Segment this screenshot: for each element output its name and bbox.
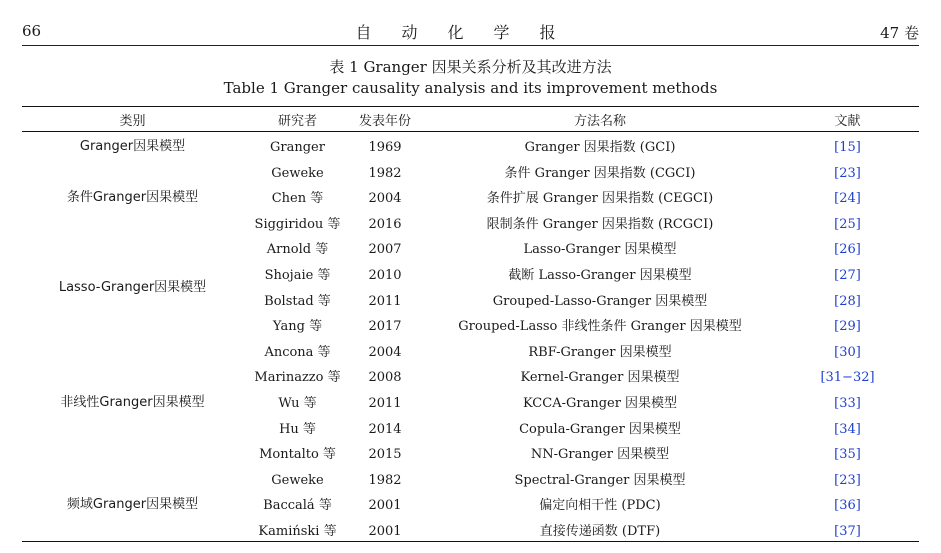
year-cell: 2011 (368, 293, 402, 309)
year-cell: 1982 (368, 472, 402, 488)
reference-link[interactable]: [25] (834, 216, 861, 232)
table-row (0, 340, 941, 366)
year-cell: 2001 (368, 523, 402, 539)
table-row (0, 391, 941, 417)
method-cell: Granger 因果指数 (GCI) (524, 140, 676, 155)
year-cell: 2004 (368, 191, 402, 207)
table-row (0, 263, 941, 289)
journal-title: 自动化学报 (355, 23, 586, 42)
researcher-cell: Ancona 等 (264, 344, 331, 360)
page-number: 66 (22, 22, 42, 40)
year-cell: 2011 (368, 395, 402, 411)
category-label: 条件Granger因果模型 (66, 190, 199, 205)
table-row (0, 289, 941, 315)
researcher-cell: Chen 等 (271, 191, 324, 207)
table-top-rule (22, 106, 919, 107)
table-row (0, 135, 941, 161)
table-row (0, 468, 941, 494)
reference-link[interactable]: [36] (834, 498, 861, 514)
year-cell: 1969 (368, 140, 402, 155)
page-header (0, 0, 941, 40)
researcher-cell: Shojaie 等 (264, 267, 331, 283)
category-label: Granger因果模型 (79, 139, 186, 154)
year-cell: 2016 (368, 216, 402, 232)
reference-link[interactable]: [28] (834, 293, 861, 309)
method-cell: Grouped-Lasso 非线性条件 Granger 因果模型 (458, 319, 742, 335)
year-cell: 2014 (368, 421, 402, 437)
method-cell: Lasso-Granger 因果模型 (523, 242, 677, 258)
reference-link[interactable]: [31−32] (820, 370, 875, 386)
table-row (0, 365, 941, 391)
year-cell: 2017 (368, 319, 402, 335)
category-label: 频域Granger因果模型 (66, 497, 199, 512)
column-header-researcher: 研究者 (277, 114, 317, 129)
researcher-cell: Marinazzo 等 (254, 370, 341, 386)
researcher-cell: Kamiński 等 (258, 523, 337, 539)
reference-link[interactable]: [15] (834, 140, 861, 155)
table-row (0, 493, 941, 519)
table-row (0, 417, 941, 443)
reference-link[interactable]: [29] (834, 319, 861, 335)
reference-link[interactable]: [30] (834, 344, 861, 360)
volume-label: 47 卷 (880, 24, 919, 42)
table-header (0, 110, 941, 130)
table-caption-en: Table 1 Granger causality analysis and its improvement methods (223, 79, 718, 97)
year-cell: 2007 (368, 242, 402, 258)
table-header-rule (22, 131, 919, 132)
table-row (0, 314, 941, 340)
year-cell: 2008 (368, 370, 402, 386)
table-caption-cn: 表 1 Granger 因果关系分析及其改进方法 (329, 58, 612, 76)
method-cell: Copula-Granger 因果模型 (519, 421, 681, 437)
table-row (0, 186, 941, 212)
reference-link[interactable]: [37] (834, 523, 861, 539)
reference-link[interactable]: [26] (834, 242, 861, 258)
method-cell: NN-Granger 因果模型 (530, 447, 670, 463)
researcher-cell: Bolstad 等 (264, 293, 331, 309)
method-cell: 条件扩展 Granger 因果指数 (CEGCI) (486, 191, 714, 207)
method-cell: 限制条件 Granger 因果指数 (RCGCI) (486, 216, 714, 232)
category-label: 非线性Granger因果模型 (60, 395, 205, 410)
table-row (0, 161, 941, 187)
method-cell: Kernel-Granger 因果模型 (520, 370, 680, 386)
researcher-cell: Hu 等 (279, 421, 316, 437)
method-cell: 条件 Granger 因果指数 (CGCI) (504, 165, 696, 181)
researcher-cell: Geweke (271, 472, 324, 488)
column-header-method: 方法名称 (573, 114, 626, 129)
reference-link[interactable]: [33] (834, 395, 861, 411)
table-row (0, 442, 941, 468)
researcher-cell: Wu 等 (278, 395, 317, 411)
column-header-year: 发表年份 (358, 114, 411, 129)
researcher-cell: Montalto 等 (259, 447, 336, 463)
method-cell: Spectral-Granger 因果模型 (514, 472, 686, 488)
column-header-reference: 文献 (834, 114, 861, 129)
table-body (0, 135, 941, 545)
method-cell: 偏定向相干性 (PDC) (539, 498, 661, 514)
method-cell: Grouped-Lasso-Granger 因果模型 (492, 293, 708, 309)
header-rule (22, 45, 919, 46)
reference-link[interactable]: [27] (834, 267, 861, 283)
researcher-cell: Siggiridou 等 (254, 216, 341, 232)
researcher-cell: Baccalá 等 (263, 498, 332, 514)
researcher-cell: Geweke (271, 165, 324, 181)
researcher-cell: Yang 等 (272, 319, 323, 335)
method-cell: KCCA-Granger 因果模型 (522, 395, 678, 411)
reference-link[interactable]: [35] (834, 447, 861, 463)
method-cell: RBF-Granger 因果模型 (528, 344, 672, 360)
table-row (0, 212, 941, 238)
column-header-category: 类别 (119, 114, 146, 129)
table-row (0, 237, 941, 263)
reference-link[interactable]: [34] (834, 421, 861, 437)
year-cell: 2001 (368, 498, 402, 514)
reference-link[interactable]: [24] (834, 191, 861, 207)
method-cell: 直接传递函数 (DTF) (539, 523, 661, 539)
year-cell: 2010 (368, 267, 402, 283)
table-bottom-rule (22, 541, 919, 542)
year-cell: 2015 (368, 447, 402, 463)
year-cell: 2004 (368, 344, 402, 360)
reference-link[interactable]: [23] (834, 165, 861, 181)
method-cell: 截断 Lasso-Granger 因果模型 (508, 267, 692, 283)
researcher-cell: Granger (270, 140, 325, 155)
year-cell: 1982 (368, 165, 402, 181)
researcher-cell: Arnold 等 (266, 242, 329, 258)
reference-link[interactable]: [23] (834, 472, 861, 488)
category-label: Lasso-Granger因果模型 (58, 280, 207, 295)
